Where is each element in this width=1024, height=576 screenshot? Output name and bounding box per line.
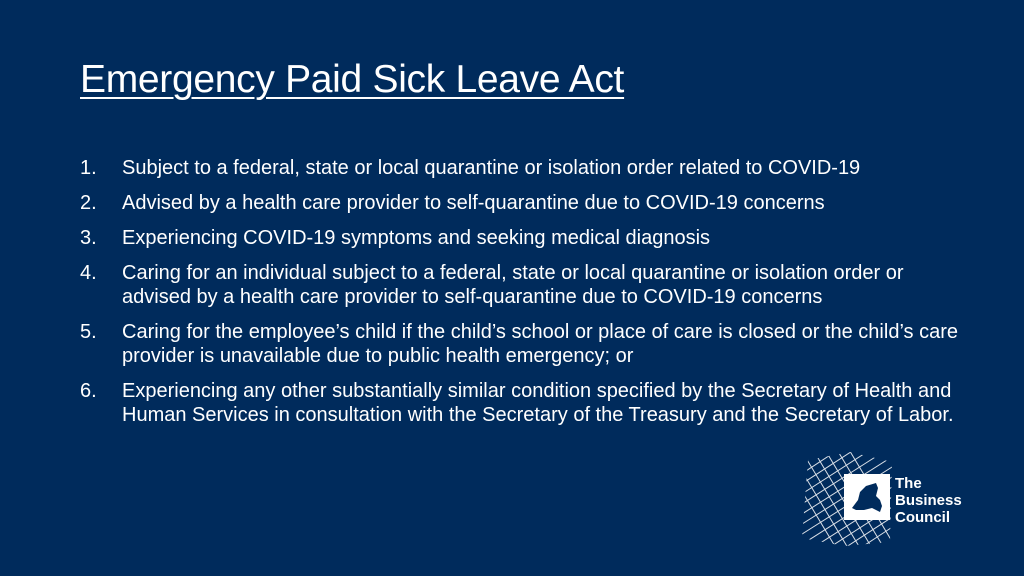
list-item-text: Advised by a health care provider to self-quarantine due to COVID-19 concerns [122,192,825,214]
list-item-number: 3. [80,227,97,249]
list-item-text: Experiencing any other substantially similar condition specified by the Secretary of Health and Human Services in consultation with the Secretary of the Treasury and the Secretary of Labor. [122,380,954,426]
logo-line-2: Business [895,492,962,509]
list-item [80,379,960,427]
logo-line-1: The [895,475,922,492]
slide-title: Emergency Paid Sick Leave Act [80,58,625,101]
business-council-logo [800,448,990,548]
list-item-number: 6. [80,380,97,402]
list-item-number: 2. [80,192,97,214]
list-item [80,261,960,309]
criteria-list [80,156,960,438]
list-item-number: 5. [80,321,97,343]
list-item-text: Caring for an individual subject to a federal, state or local quarantine or isolation order or advised by a health care provider to self-quarantine due to COVID-19 concerns [122,262,904,308]
list-item [80,320,960,368]
list-item [80,156,960,180]
list-item-number: 1. [80,157,97,179]
list-item-text: Experiencing COVID-19 symptoms and seeking medical diagnosis [122,227,711,249]
list-item [80,226,960,250]
list-item-number: 4. [80,262,97,284]
logo-hatch-graphic [800,448,895,548]
list-item-text: Subject to a federal, state or local quarantine or isolation order related to COVID-19 [122,157,861,179]
logo-text [895,475,962,526]
list-item-text: Caring for the employee’s child if the child’s school or place of care is closed or the child’s care provider is unavailable due to public health emergency; or [122,321,958,367]
logo-line-3: Council [895,509,950,526]
list-item [80,191,960,215]
